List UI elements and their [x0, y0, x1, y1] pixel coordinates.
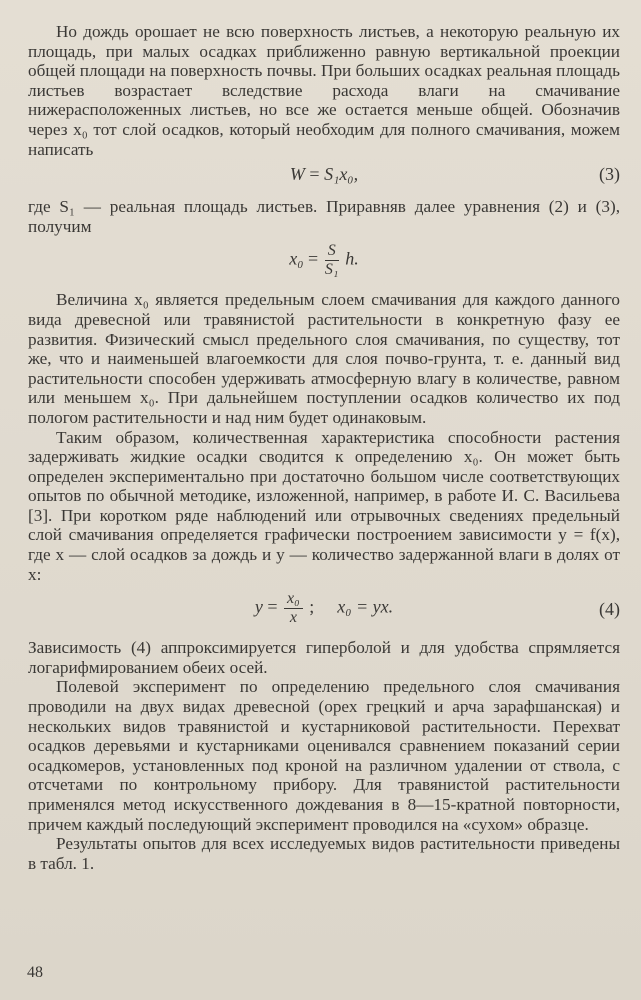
- eqx0-tail: h.: [345, 248, 359, 269]
- eq4-left: y: [254, 596, 263, 617]
- paragraph-2: где S₁ — реальная площадь листьев. Приравняв далее уравнения (2) и (3), получим: [28, 197, 620, 236]
- equation-3: W = S₁x₀, (3): [289, 164, 620, 185]
- paragraph-1: Но дождь орошает не всю поверхность листьев, а некоторую реальную их площадь, при малых осадках приближенно равную вертикальной проекции общей площади на поверхность почвы. При больших осадках реальная площадь листьев возрастает вследствие расхода влаги на смачивание нижерасположенных листьев, но все же остается меньше общей. Обозначив через x₀ тот слой осадков, который необходим для полного смачивания, можем написать: [28, 22, 620, 159]
- eq4-second: x₀ = yx.: [337, 596, 394, 617]
- paragraph-4: Таким образом, количественная характеристика способности растения задерживать жидкие осадки сводится к определению x₀. Он может быть определен экспериментально при достаточно большом числе соответствующих опытов по обычной методике, изложенной, например, в работе И. С. Васильева [3]. При коротком ряде наблюдений или отрывочных сведениях предельный слой смачивания определяется графически построением зависимости y = f(x), где x — слой осадков за дождь и y — количество задержанной влаги в долях от x:: [28, 427, 620, 584]
- paragraph-7: Результаты опытов для всех исследуемых видов растительности приведены в табл. 1.: [28, 834, 620, 873]
- eq3-left: W: [289, 164, 305, 185]
- eq4-numerator: x₀: [284, 590, 303, 609]
- equation-3-number: (3): [599, 164, 620, 185]
- eqx0-left: x₀: [289, 248, 304, 269]
- equation-4-number: (4): [599, 599, 620, 620]
- eq4-denominator: x: [289, 609, 297, 627]
- document-page: [28, 22, 620, 873]
- eqx0-numerator: S: [325, 242, 339, 261]
- paragraph-5: Зависимость (4) аппроксимируется гиперболой и для удобства спрямляется логарифмированием обеих осей.: [28, 638, 620, 677]
- eq4-fraction: [284, 590, 303, 627]
- eqx0-denominator: S₁: [324, 261, 339, 279]
- eq3-rhs: S₁x₀,: [324, 164, 359, 185]
- paragraph-6: Полевой эксперимент по определению предельного слоя смачивания проводили на двух видах древесной (орех грецкий и арча зарафшанская) и нескольких видов травянистой и кустарниковой растительности. Перехват осадков деревьями и кустарниками оценивался сравнением показаний серии осадкомеров, установленных под кроной на различном удалении от ствола, с отсчетами по контрольному прибору. Для травянистой растительности применялся метод искусственного дождевания в 8—15-кратной повторности, причем каждый последующий эксперимент проводился на «сухом» образце.: [28, 677, 620, 834]
- eqx0-fraction: [325, 242, 339, 279]
- eq4-separator: ;: [309, 596, 315, 617]
- paragraph-3: Величина x₀ является предельным слоем смачивания для каждого данного вида древесной или травянистой растительности в конкретную фазу ее развития. Физический смысл предельного слоя смачивания, по существу, тот же, что и наименьшей влагоемкости для слоя почво-грунта, т. е. данный вид растительности способен удерживать атмосферную влагу в количестве, равном или меньшем x₀. При дальнейшем поступлении осадков количество их под пологом растительности и над ним будет одинаковым.: [28, 290, 620, 427]
- equation-4: y = $\frac{\text{x₀}}{x}$ ; x₀ = yx. (4): [254, 590, 620, 627]
- equation-x0: x₀ = $\frac{S}{\text{S₁}}$ h.: [289, 242, 359, 279]
- page-number: 48: [27, 964, 43, 981]
